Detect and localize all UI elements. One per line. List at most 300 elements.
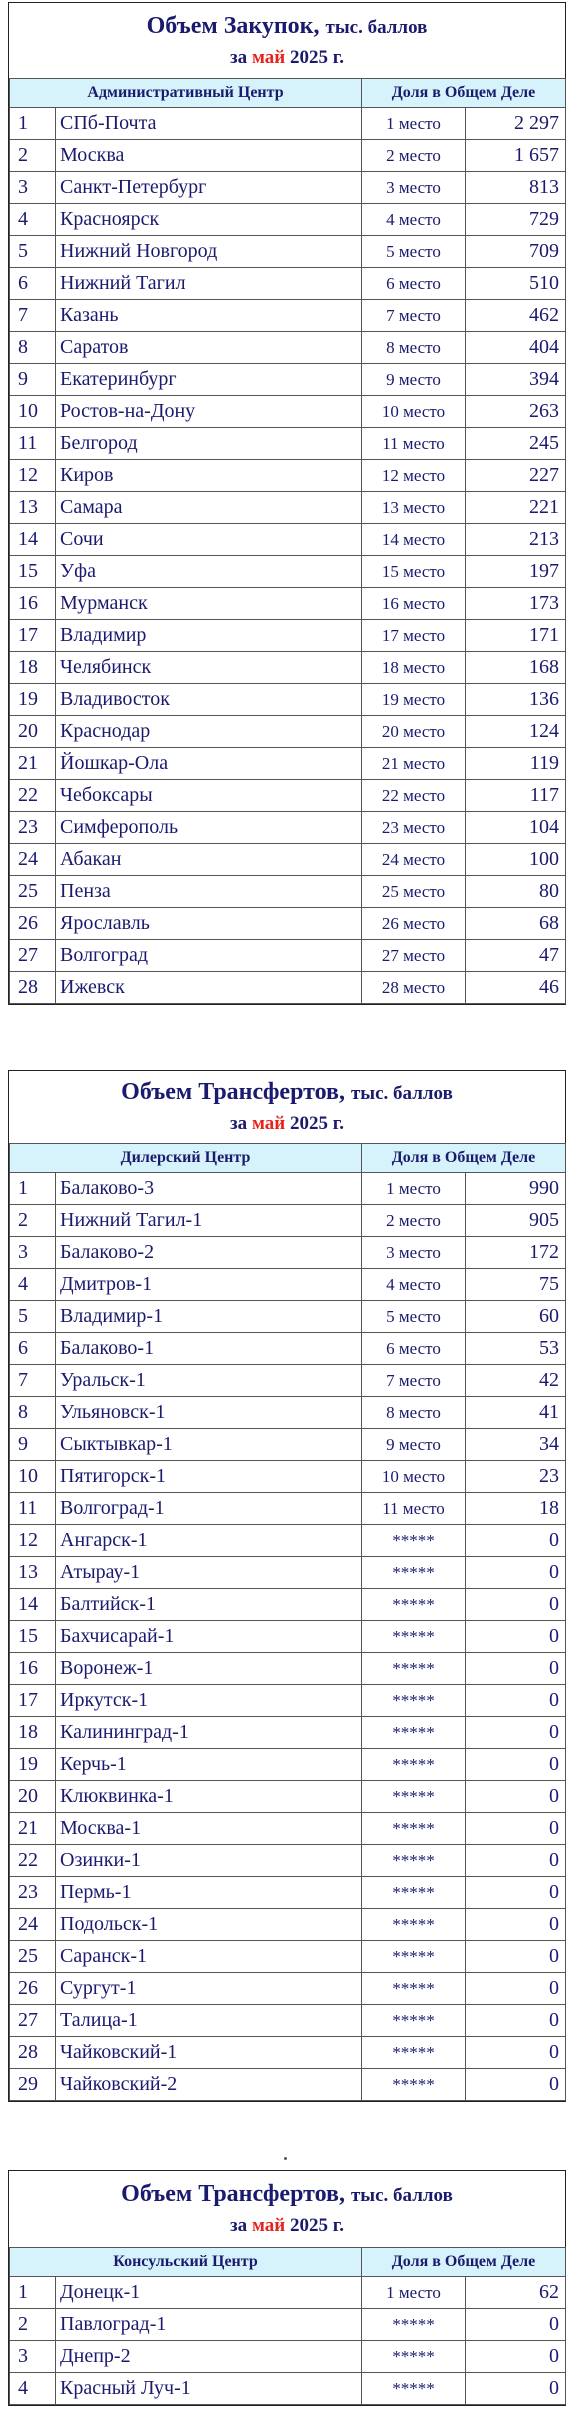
row-number: 26: [10, 908, 56, 940]
volume-value: 34: [466, 1429, 566, 1461]
volume-value: 0: [466, 1589, 566, 1621]
volume-value: 0: [466, 1717, 566, 1749]
center-name: Павлоград-1: [56, 2309, 362, 2341]
center-name: Красный Луч-1: [56, 2373, 362, 2405]
row-number: 8: [10, 332, 56, 364]
center-name: Сургут-1: [56, 1973, 362, 2005]
period-suffix: 2025 г.: [289, 2215, 344, 2236]
title-unit: тыс. баллов: [350, 2185, 453, 2206]
volume-value: 0: [466, 1909, 566, 1941]
row-number: 23: [10, 1877, 56, 1909]
center-name: Владимир-1: [56, 1301, 362, 1333]
row-number: 27: [10, 2005, 56, 2037]
row-number: 3: [10, 1237, 56, 1269]
rank: *****: [362, 2069, 466, 2101]
row-number: 26: [10, 1973, 56, 2005]
volume-value: 124: [466, 716, 566, 748]
volume-value: 729: [466, 204, 566, 236]
volume-value: 905: [466, 1205, 566, 1237]
row-number: 1: [10, 1173, 56, 1205]
table-row: [10, 812, 566, 844]
center-name: Подольск-1: [56, 1909, 362, 1941]
center-name: Днепр-2: [56, 2341, 362, 2373]
row-number: 10: [10, 396, 56, 428]
rank: *****: [362, 1749, 466, 1781]
table-row: [10, 1909, 566, 1941]
row-number: 28: [10, 972, 56, 1004]
title-unit: тыс. баллов: [325, 17, 428, 38]
rank: 24 место: [362, 844, 466, 876]
volume-value: 23: [466, 1461, 566, 1493]
row-number: 17: [10, 620, 56, 652]
table-header-row: [10, 1144, 566, 1173]
center-name: Красноярск: [56, 204, 362, 236]
center-name: Москва-1: [56, 1813, 362, 1845]
row-number: 1: [10, 2277, 56, 2309]
rank: 22 место: [362, 780, 466, 812]
center-name: Уральск-1: [56, 1365, 362, 1397]
volume-value: 404: [466, 332, 566, 364]
volume-value: 0: [466, 2037, 566, 2069]
table-row: [10, 1365, 566, 1397]
row-number: 24: [10, 844, 56, 876]
rank: *****: [362, 1685, 466, 1717]
column-header-share: Доля в Общем Деле: [362, 79, 566, 108]
rank: *****: [362, 1525, 466, 1557]
center-name: Мурманск: [56, 588, 362, 620]
volume-value: 0: [466, 2373, 566, 2405]
table-row: [10, 556, 566, 588]
center-name: Талица-1: [56, 2005, 362, 2037]
row-number: 25: [10, 876, 56, 908]
row-number: 6: [10, 268, 56, 300]
rank: 17 место: [362, 620, 466, 652]
volume-value: 42: [466, 1365, 566, 1397]
volume-value: 2 297: [466, 108, 566, 140]
volume-value: 0: [466, 2005, 566, 2037]
row-number: 20: [10, 716, 56, 748]
rank: 5 место: [362, 1301, 466, 1333]
row-number: 24: [10, 1909, 56, 1941]
rank: 4 место: [362, 1269, 466, 1301]
table-row: [10, 716, 566, 748]
center-name: Ангарск-1: [56, 1525, 362, 1557]
column-header-center: Дилерский Центр: [10, 1144, 362, 1173]
period-prefix: за: [230, 1113, 248, 1134]
table-row: [10, 1749, 566, 1781]
rank: 2 место: [362, 1205, 466, 1237]
rank: 13 место: [362, 492, 466, 524]
rank: *****: [362, 1557, 466, 1589]
row-number: 20: [10, 1781, 56, 1813]
row-number: 27: [10, 940, 56, 972]
center-name: СПб-Почта: [56, 108, 362, 140]
rank: 6 место: [362, 268, 466, 300]
title-main: Объем Трансфертов,: [121, 1079, 345, 1105]
period-month: май: [251, 2215, 286, 2236]
table-row: [10, 332, 566, 364]
rank: 3 место: [362, 1237, 466, 1269]
rank: *****: [362, 1813, 466, 1845]
rank: 11 место: [362, 1493, 466, 1525]
period-prefix: за: [230, 47, 248, 68]
consular-transfers-title: [9, 2171, 565, 2247]
volume-value: 117: [466, 780, 566, 812]
row-number: 15: [10, 1621, 56, 1653]
volume-value: 0: [466, 1877, 566, 1909]
center-name: Краснодар: [56, 716, 362, 748]
rank: *****: [362, 2037, 466, 2069]
table-row: [10, 108, 566, 140]
center-name: Чайковский-2: [56, 2069, 362, 2101]
rank: 8 место: [362, 1397, 466, 1429]
volume-value: 68: [466, 908, 566, 940]
rank: 27 место: [362, 940, 466, 972]
row-number: 8: [10, 1397, 56, 1429]
rank: 16 место: [362, 588, 466, 620]
row-number: 9: [10, 364, 56, 396]
center-name: Ижевск: [56, 972, 362, 1004]
table-row: [10, 1525, 566, 1557]
table-row: [10, 1237, 566, 1269]
volume-value: 0: [466, 1973, 566, 2005]
rank: 14 место: [362, 524, 466, 556]
row-number: 5: [10, 1301, 56, 1333]
table-row: [10, 1717, 566, 1749]
table-row: [10, 1685, 566, 1717]
volume-value: 47: [466, 940, 566, 972]
volume-value: 0: [466, 1941, 566, 1973]
table-row: [10, 1493, 566, 1525]
volume-value: 62: [466, 2277, 566, 2309]
center-name: Пятигорск-1: [56, 1461, 362, 1493]
center-name: Санкт-Петербург: [56, 172, 362, 204]
volume-value: 213: [466, 524, 566, 556]
title-main: Объем Трансфертов,: [121, 2181, 345, 2207]
volume-value: 168: [466, 652, 566, 684]
volume-value: 75: [466, 1269, 566, 1301]
rank: 3 место: [362, 172, 466, 204]
rank: 10 место: [362, 1461, 466, 1493]
center-name: Сочи: [56, 524, 362, 556]
volume-value: 0: [466, 1685, 566, 1717]
volume-value: 0: [466, 1845, 566, 1877]
table-row: [10, 2037, 566, 2069]
center-name: Калининград-1: [56, 1717, 362, 1749]
volume-value: 0: [466, 2309, 566, 2341]
center-name: Атырау-1: [56, 1557, 362, 1589]
volume-value: 221: [466, 492, 566, 524]
rank: 4 место: [362, 204, 466, 236]
volume-value: 41: [466, 1397, 566, 1429]
volume-value: 100: [466, 844, 566, 876]
row-number: 9: [10, 1429, 56, 1461]
table-row: [10, 1205, 566, 1237]
table-row: [10, 1973, 566, 2005]
row-number: 10: [10, 1461, 56, 1493]
center-name: Саратов: [56, 332, 362, 364]
rank: 9 место: [362, 1429, 466, 1461]
rank: 6 место: [362, 1333, 466, 1365]
table-row: [10, 972, 566, 1004]
center-name: Озинки-1: [56, 1845, 362, 1877]
volume-value: 119: [466, 748, 566, 780]
rank: 18 место: [362, 652, 466, 684]
center-name: Волгоград-1: [56, 1493, 362, 1525]
volume-value: 510: [466, 268, 566, 300]
table-row: [10, 524, 566, 556]
rank: *****: [362, 1717, 466, 1749]
rank: 1 место: [362, 1173, 466, 1205]
volume-value: 394: [466, 364, 566, 396]
rank: 10 место: [362, 396, 466, 428]
table-header-row: [10, 2248, 566, 2277]
row-number: 7: [10, 1365, 56, 1397]
volume-value: 990: [466, 1173, 566, 1205]
volume-value: 0: [466, 1813, 566, 1845]
row-number: 18: [10, 1717, 56, 1749]
table-row: [10, 396, 566, 428]
row-number: 28: [10, 2037, 56, 2069]
center-name: Москва: [56, 140, 362, 172]
period-suffix: 2025 г.: [289, 1113, 344, 1134]
row-number: 1: [10, 108, 56, 140]
center-name: Нижний Тагил-1: [56, 1205, 362, 1237]
table-row: [10, 1269, 566, 1301]
rank: 2 место: [362, 140, 466, 172]
table-row: [10, 172, 566, 204]
row-number: 25: [10, 1941, 56, 1973]
row-number: 21: [10, 1813, 56, 1845]
center-name: Нижний Тагил: [56, 268, 362, 300]
table-row: [10, 588, 566, 620]
rank: 7 место: [362, 300, 466, 332]
table-row: [10, 940, 566, 972]
dealer-transfers-table-block: [8, 1070, 566, 2102]
column-header-center: Административный Центр: [10, 79, 362, 108]
row-number: 29: [10, 2069, 56, 2101]
table-row: [10, 620, 566, 652]
table-row: [10, 428, 566, 460]
row-number: 4: [10, 2373, 56, 2405]
center-name: Чебоксары: [56, 780, 362, 812]
row-number: 4: [10, 1269, 56, 1301]
volume-value: 263: [466, 396, 566, 428]
period-month: май: [251, 47, 286, 68]
volume-value: 173: [466, 588, 566, 620]
center-name: Йошкар-Ола: [56, 748, 362, 780]
consular-transfers-table: [9, 2247, 566, 2405]
row-number: 19: [10, 1749, 56, 1781]
row-number: 6: [10, 1333, 56, 1365]
row-number: 23: [10, 812, 56, 844]
table-row: [10, 1845, 566, 1877]
volume-value: 197: [466, 556, 566, 588]
rank: *****: [362, 1877, 466, 1909]
rank: *****: [362, 1909, 466, 1941]
rank: *****: [362, 2309, 466, 2341]
volume-value: 0: [466, 1653, 566, 1685]
table-row: [10, 1941, 566, 1973]
dealer-transfers-title: [9, 1071, 565, 1143]
volume-value: 1 657: [466, 140, 566, 172]
center-name: Ростов-на-Дону: [56, 396, 362, 428]
rank: 1 место: [362, 108, 466, 140]
column-header-center: Консульский Центр: [10, 2248, 362, 2277]
center-name: Нижний Новгород: [56, 236, 362, 268]
table-row: [10, 2277, 566, 2309]
table-row: [10, 748, 566, 780]
table-header-row: [10, 79, 566, 108]
volume-value: 172: [466, 1237, 566, 1269]
volume-value: 0: [466, 1525, 566, 1557]
table-row: [10, 1781, 566, 1813]
table-row: [10, 1653, 566, 1685]
title-main: Объем Закупок,: [146, 13, 320, 39]
row-number: 22: [10, 780, 56, 812]
column-header-share: Доля в Общем Деле: [362, 2248, 566, 2277]
volume-value: 0: [466, 1557, 566, 1589]
row-number: 12: [10, 1525, 56, 1557]
rank: 19 место: [362, 684, 466, 716]
center-name: Пермь-1: [56, 1877, 362, 1909]
center-name: Пенза: [56, 876, 362, 908]
row-number: 2: [10, 140, 56, 172]
rank: 7 место: [362, 1365, 466, 1397]
volume-value: 0: [466, 2069, 566, 2101]
table-row: [10, 1461, 566, 1493]
table-row: [10, 1301, 566, 1333]
row-number: 21: [10, 748, 56, 780]
separator-dot: [284, 2157, 287, 2160]
rank: *****: [362, 1845, 466, 1877]
table-row: [10, 2373, 566, 2405]
rank: *****: [362, 1781, 466, 1813]
center-name: Симферополь: [56, 812, 362, 844]
table-row: [10, 2309, 566, 2341]
rank: 28 место: [362, 972, 466, 1004]
center-name: Дмитров-1: [56, 1269, 362, 1301]
volume-value: 0: [466, 1621, 566, 1653]
table-row: [10, 1173, 566, 1205]
rank: 21 место: [362, 748, 466, 780]
table-row: [10, 1333, 566, 1365]
table-row: [10, 364, 566, 396]
center-name: Клюквинка-1: [56, 1781, 362, 1813]
center-name: Керчь-1: [56, 1749, 362, 1781]
center-name: Ульяновск-1: [56, 1397, 362, 1429]
volume-value: 245: [466, 428, 566, 460]
table-row: [10, 1397, 566, 1429]
row-number: 16: [10, 588, 56, 620]
table-row: [10, 1589, 566, 1621]
table-row: [10, 844, 566, 876]
row-number: 11: [10, 1493, 56, 1525]
table-row: [10, 2069, 566, 2101]
row-number: 2: [10, 2309, 56, 2341]
table-row: [10, 236, 566, 268]
table-row: [10, 268, 566, 300]
center-name: Абакан: [56, 844, 362, 876]
volume-value: 53: [466, 1333, 566, 1365]
table-row: [10, 300, 566, 332]
center-name: Волгоград: [56, 940, 362, 972]
center-name: Владимир: [56, 620, 362, 652]
table-row: [10, 1877, 566, 1909]
rank: 8 место: [362, 332, 466, 364]
row-number: 18: [10, 652, 56, 684]
row-number: 13: [10, 492, 56, 524]
center-name: Екатеринбург: [56, 364, 362, 396]
title-unit: тыс. баллов: [350, 1083, 453, 1104]
row-number: 22: [10, 1845, 56, 1877]
center-name: Бахчисарай-1: [56, 1621, 362, 1653]
rank: 20 место: [362, 716, 466, 748]
table-row: [10, 492, 566, 524]
rank: 26 место: [362, 908, 466, 940]
row-number: 14: [10, 524, 56, 556]
purchases-title: [9, 3, 565, 78]
table-row: [10, 684, 566, 716]
center-name: Уфа: [56, 556, 362, 588]
row-number: 14: [10, 1589, 56, 1621]
volume-value: 46: [466, 972, 566, 1004]
period-month: май: [251, 1113, 286, 1134]
rank: 11 место: [362, 428, 466, 460]
center-name: Самара: [56, 492, 362, 524]
volume-value: 60: [466, 1301, 566, 1333]
volume-value: 462: [466, 300, 566, 332]
center-name: Чайковский-1: [56, 2037, 362, 2069]
rank: *****: [362, 2373, 466, 2405]
center-name: Челябинск: [56, 652, 362, 684]
table-row: [10, 1813, 566, 1845]
volume-value: 104: [466, 812, 566, 844]
row-number: 17: [10, 1685, 56, 1717]
center-name: Киров: [56, 460, 362, 492]
table-row: [10, 1621, 566, 1653]
volume-value: 709: [466, 236, 566, 268]
row-number: 5: [10, 236, 56, 268]
volume-value: 171: [466, 620, 566, 652]
purchases-table: [9, 78, 566, 1004]
center-name: Ярославль: [56, 908, 362, 940]
row-number: 4: [10, 204, 56, 236]
volume-value: 0: [466, 1749, 566, 1781]
volume-value: 813: [466, 172, 566, 204]
table-row: [10, 876, 566, 908]
rank: *****: [362, 2341, 466, 2373]
center-name: Воронеж-1: [56, 1653, 362, 1685]
rank: 9 место: [362, 364, 466, 396]
rank: 12 место: [362, 460, 466, 492]
row-number: 3: [10, 172, 56, 204]
table-row: [10, 2341, 566, 2373]
table-row: [10, 1429, 566, 1461]
center-name: Сыктывкар-1: [56, 1429, 362, 1461]
table-row: [10, 908, 566, 940]
rank: 5 место: [362, 236, 466, 268]
center-name: Донецк-1: [56, 2277, 362, 2309]
row-number: 7: [10, 300, 56, 332]
volume-value: 18: [466, 1493, 566, 1525]
rank: *****: [362, 1973, 466, 2005]
rank: *****: [362, 1621, 466, 1653]
table-row: [10, 780, 566, 812]
row-number: 2: [10, 1205, 56, 1237]
rank: *****: [362, 2005, 466, 2037]
center-name: Балаково-3: [56, 1173, 362, 1205]
